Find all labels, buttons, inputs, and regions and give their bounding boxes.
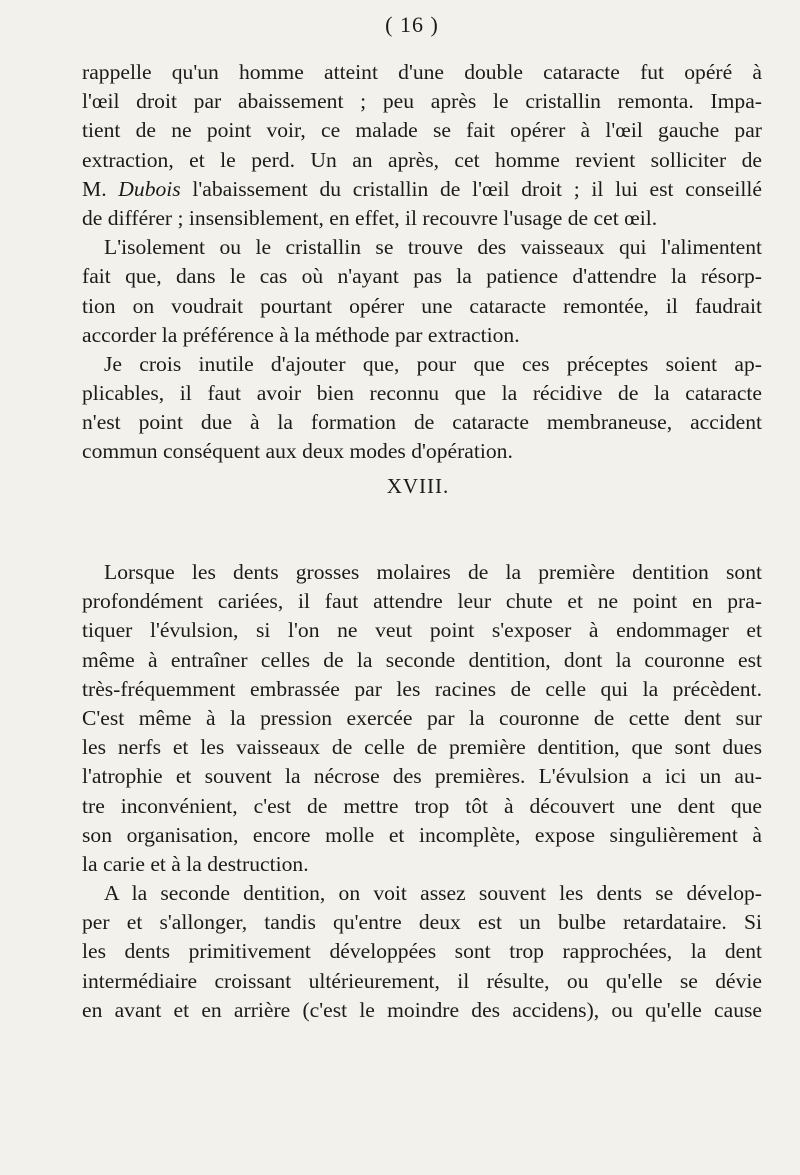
text-line: accorder la préférence à la méthode par extraction.: [82, 322, 520, 347]
text-line: Je crois inutile d'ajouter que, pour que ces préceptes soient ap-: [104, 351, 762, 376]
text-line: L'isolement ou le cristallin se trouve des vaisseaux qui l'alimentent: [104, 235, 762, 260]
text-line: les nerfs et les vaisseaux de celle de première dentition, que sont dues: [82, 735, 762, 760]
text-line-rest: l'abaissement du cristallin de l'œil droit ; il lui est conseillé: [192, 176, 762, 201]
text-line: plicables, il faut avoir bien reconnu que la récidive de la cataracte: [82, 381, 762, 406]
text-line: extraction, et le perd. Un an après, cet homme revient solliciter de: [82, 147, 762, 172]
text-line: l'atrophie et souvent la nécrose des premières. L'évulsion a ici un au-: [82, 764, 762, 789]
text-line: la carie et à la destruction.: [82, 851, 309, 876]
text-line: C'est même à la pression exercée par la couronne de cette dent sur: [82, 705, 762, 730]
text-line: en avant et en arrière (c'est le moindre des accidens), ou qu'elle cause: [82, 997, 762, 1022]
text-line: n'est point due à la formation de cataracte membraneuse, accident: [82, 410, 762, 435]
section-heading: XVIII.: [386, 474, 450, 498]
text-line: tiquer l'évulsion, si l'on ne veut point s'exposer à endommager et: [82, 618, 762, 643]
text-line: les dents primitivement développées sont trop rapprochées, la dent: [82, 939, 762, 964]
text-line: tre inconvénient, c'est de mettre trop tôt à découvert une dent que: [82, 793, 762, 818]
text-line: intermédiaire croissant ultérieurement, il résulte, ou qu'elle se dévie: [82, 968, 762, 993]
text-line: rappelle qu'un homme atteint d'une double cataracte fut opéré à: [82, 60, 762, 84]
text-line: de différer ; insensiblement, en effet, il recouvre l'usage de cet œil.: [82, 205, 658, 230]
text-line: l'œil droit par abaissement ; peu après le cristallin remonta. Impa-: [82, 89, 762, 114]
text-line: per et s'allonger, tandis qu'entre deux est un bulbe retardataire. Si: [82, 910, 762, 935]
text-line: commun conséquent aux deux modes d'opération.: [82, 439, 513, 464]
paragraph-block-teeth: [82, 558, 762, 1025]
text-line: même à entraîner celles de la seconde dentition, dont la couronne est: [82, 647, 762, 672]
text-line: son organisation, encore molle et incomplète, expose singulièrement à: [82, 822, 762, 847]
text-line: très-fréquemment embrassée par les racines de celle qui la précèdent.: [82, 676, 762, 701]
text-line: tient de ne point voir, ce malade se fait opérer à l'œil gauche par: [82, 118, 762, 143]
page-number: ( 16 ): [385, 12, 439, 37]
surgeon-name: Dubois: [118, 176, 181, 201]
text-line: fait que, dans le cas où n'ayant pas la patience d'attendre la résorp-: [82, 264, 762, 289]
name-prefix: M.: [82, 176, 107, 201]
text-line: Lorsque les dents grosses molaires de la première dentition sont: [104, 560, 762, 584]
text-line-with-name: [82, 175, 762, 204]
paragraph-block-cataract: [82, 58, 762, 467]
text-line: profondément cariées, il faut attendre leur chute et ne point en pra-: [82, 589, 762, 614]
text-line: A la seconde dentition, on voit assez souvent les dents se dévelop-: [104, 881, 762, 906]
text-line: tion on voudrait pourtant opérer une cataracte remontée, il faudrait: [82, 293, 762, 318]
